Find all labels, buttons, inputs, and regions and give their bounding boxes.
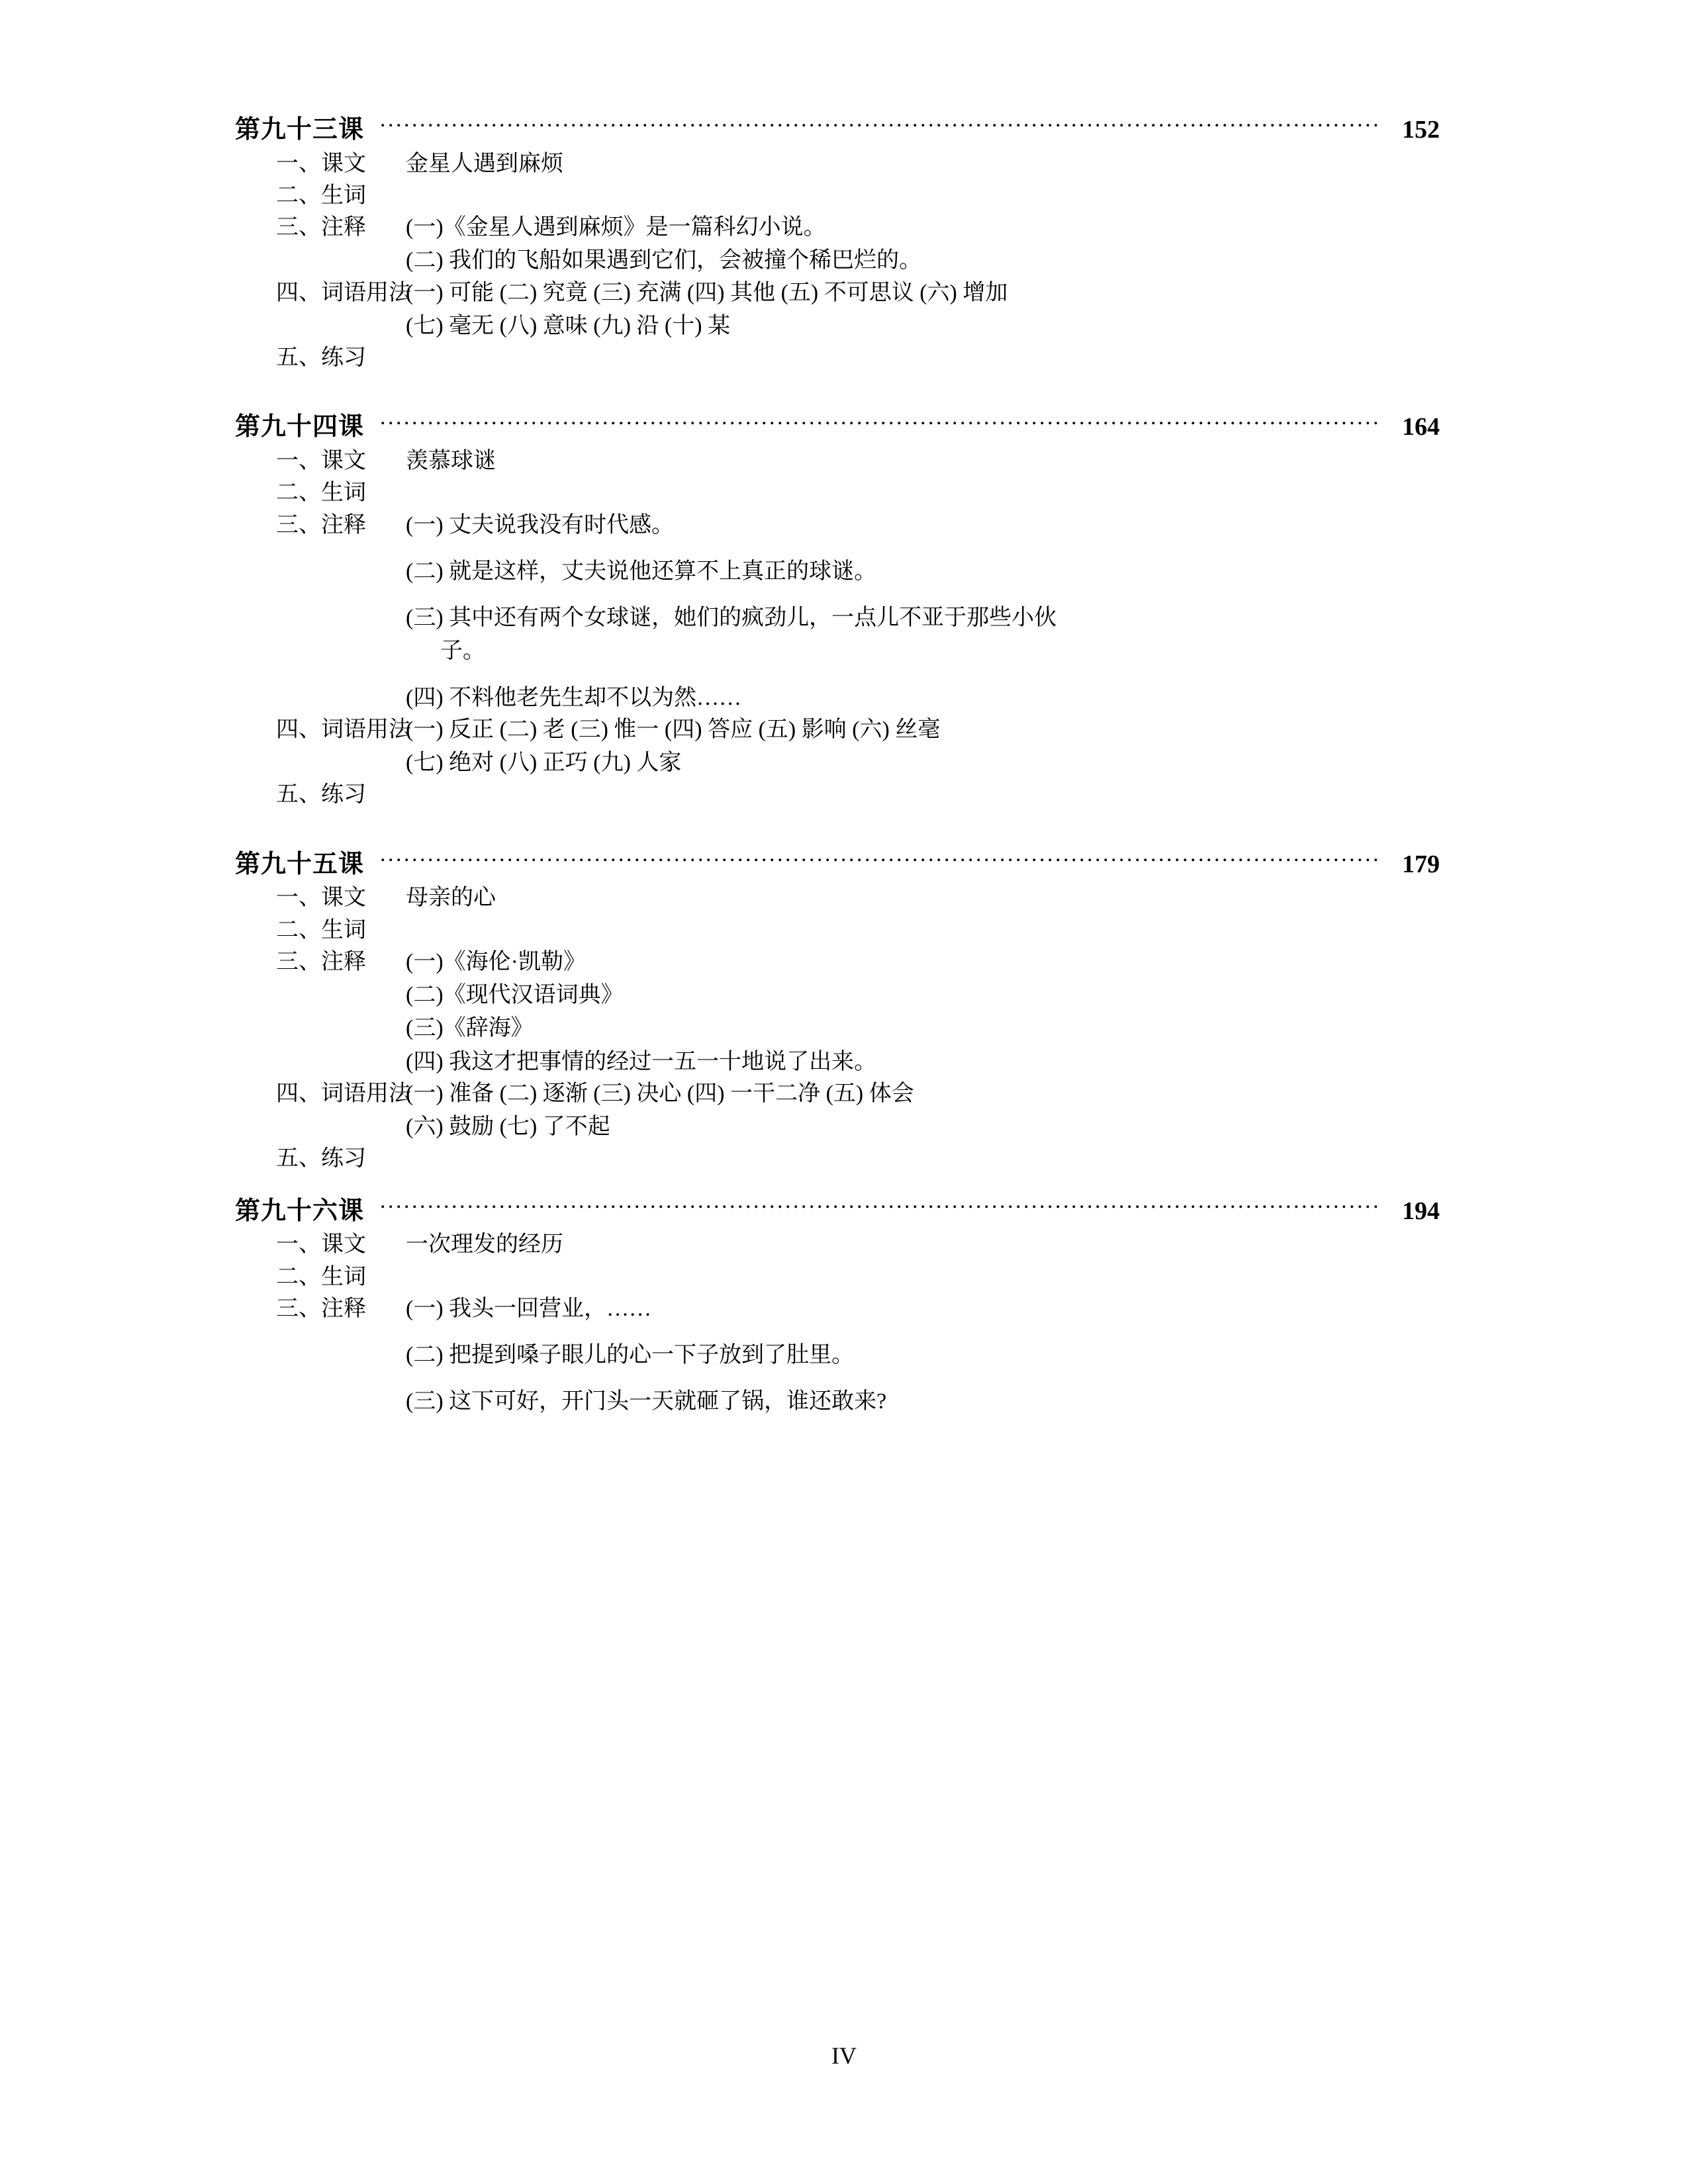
section-zhushi <box>235 212 1440 277</box>
section-zhushi <box>235 1293 1440 1418</box>
section-label: 一、课文 <box>276 1232 366 1257</box>
dot-leader <box>380 113 1380 138</box>
lesson-page-number: 194 <box>1402 1197 1440 1225</box>
note-line: (四) 不料他老先生却不以为然…… <box>406 685 742 710</box>
note-line-cont: 子。 <box>440 639 485 664</box>
lesson-page-number: 179 <box>1402 850 1440 878</box>
section-value: 一次理发的经历 <box>406 1232 563 1257</box>
section-label: 三、注释 <box>276 1296 366 1321</box>
dot-leader <box>380 847 1380 872</box>
section-lianxi <box>235 779 1440 811</box>
section-label: 四、词语用法 <box>276 717 411 742</box>
section-label: 四、词语用法 <box>276 280 411 305</box>
lesson-page-number: 164 <box>1402 413 1440 441</box>
note-line: (二) 把提到嗓子眼儿的心一下子放到了肚里。 <box>406 1343 855 1368</box>
usage-line: (六) 鼓励 (七) 了不起 <box>406 1115 610 1140</box>
section-label: 五、练习 <box>276 782 366 807</box>
dot-leader <box>380 410 1380 435</box>
section-label: 二、生词 <box>276 480 366 506</box>
lesson-entry <box>235 113 1440 374</box>
note-line: (二)《现代汉语词典》 <box>406 983 624 1008</box>
lesson-entry <box>235 410 1440 811</box>
page-folio: IV <box>831 2042 857 2069</box>
lesson-entry <box>235 1194 1440 1418</box>
section-label: 二、生词 <box>276 183 366 208</box>
section-kewen <box>235 148 1440 180</box>
dot-leader <box>380 1194 1380 1219</box>
lesson-entry <box>235 847 1440 1175</box>
table-of-contents <box>235 113 1440 1418</box>
lesson-heading <box>235 847 1440 880</box>
section-label: 二、生词 <box>276 1264 366 1289</box>
section-label: 五、练习 <box>276 1146 366 1171</box>
lesson-title: 第九十五课 <box>235 850 365 878</box>
note-line: (一) 我头一回营业，…… <box>406 1296 652 1321</box>
usage-line: (一) 准备 (二) 逐渐 (三) 决心 (四) 一干二净 (五) 体会 <box>406 1081 914 1106</box>
lesson-title: 第九十四课 <box>235 413 365 441</box>
usage-line: (一) 可能 (二) 究竟 (三) 充满 (四) 其他 (五) 不可思议 (六) 增加 <box>406 280 1008 305</box>
section-value: 母亲的心 <box>406 886 496 911</box>
lesson-page-number: 152 <box>1402 116 1440 144</box>
section-label: 一、课文 <box>276 151 366 176</box>
note-line: (二) 就是这样，丈夫说他还算不上真正的球谜。 <box>406 559 877 584</box>
section-ciyu <box>235 277 1440 343</box>
section-label: 二、生词 <box>276 917 366 942</box>
section-shengci <box>235 915 1440 946</box>
section-zhushi <box>235 510 1440 714</box>
section-ciyu <box>235 714 1440 780</box>
section-value: 羡慕球谜 <box>406 449 496 474</box>
section-value: 金星人遇到麻烦 <box>406 151 563 176</box>
note-line: (一)《金星人遇到麻烦》是一篇科幻小说。 <box>406 215 826 240</box>
section-label: 三、注释 <box>276 512 366 537</box>
note-line: (一)《海伦·凯勒》 <box>406 949 586 974</box>
lesson-heading <box>235 1194 1440 1227</box>
section-label: 三、注释 <box>276 949 366 974</box>
note-line: (四) 我这才把事情的经过一五一十地说了出来。 <box>406 1049 877 1074</box>
lesson-heading <box>235 113 1440 146</box>
section-shengci <box>235 180 1440 212</box>
section-label: 五、练习 <box>276 345 366 371</box>
usage-line: (七) 毫无 (八) 意味 (九) 沿 (十) 某 <box>406 313 731 338</box>
note-line: (三)《辞海》 <box>406 1016 534 1041</box>
section-kewen <box>235 1229 1440 1261</box>
section-label: 四、词语用法 <box>276 1081 411 1106</box>
note-line: (一) 丈夫说我没有时代感。 <box>406 512 675 537</box>
usage-line: (一) 反正 (二) 老 (三) 惟一 (四) 答应 (五) 影响 (六) 丝毫 <box>406 717 941 742</box>
lesson-title: 第九十六课 <box>235 1197 365 1225</box>
lesson-heading <box>235 410 1440 443</box>
section-shengci <box>235 1261 1440 1293</box>
usage-line: (七) 绝对 (八) 正巧 (九) 人家 <box>406 751 682 776</box>
note-line: (三) 这下可好，开门头一天就砸了锅，谁还敢来? <box>406 1389 887 1414</box>
section-ciyu <box>235 1078 1440 1144</box>
section-lianxi <box>235 1143 1440 1175</box>
note-line: (二) 我们的飞船如果遇到它们，会被撞个稀巴烂的。 <box>406 248 922 273</box>
section-label: 一、课文 <box>276 449 366 474</box>
section-zhushi <box>235 946 1440 1078</box>
section-lianxi <box>235 342 1440 374</box>
section-label: 一、课文 <box>276 886 366 911</box>
section-label: 三、注释 <box>276 215 366 240</box>
section-kewen <box>235 882 1440 914</box>
note-line: (三) 其中还有两个女球谜，她们的疯劲儿，一点儿不亚于那些小伙 <box>406 606 1057 631</box>
lesson-title: 第九十三课 <box>235 116 365 144</box>
section-kewen <box>235 445 1440 477</box>
section-shengci <box>235 477 1440 509</box>
